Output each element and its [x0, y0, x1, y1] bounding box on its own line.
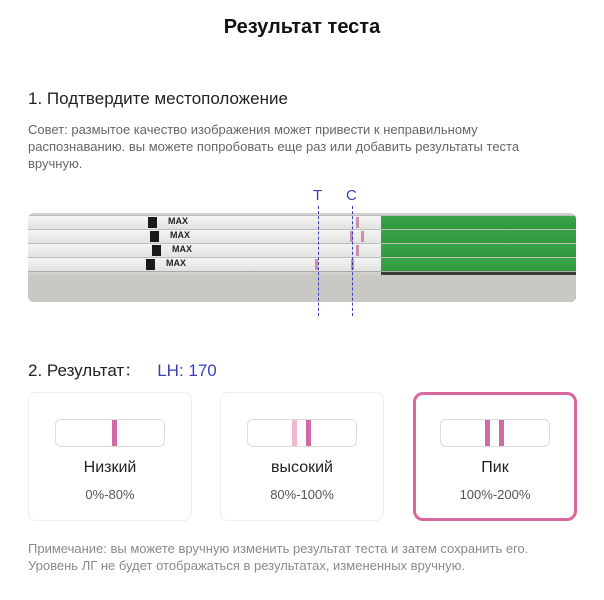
result-options	[28, 392, 576, 521]
strip-handle	[381, 258, 576, 271]
option-name: Низкий	[83, 459, 137, 476]
step2-label: 2. Результат：	[28, 361, 142, 380]
page-title: Результат теста	[223, 16, 381, 38]
option-name: высокий	[271, 459, 333, 476]
strip-max-label: MAX	[166, 258, 186, 268]
strip-icon	[440, 419, 550, 447]
strip-max-label: MAX	[168, 216, 188, 226]
strip-icon	[247, 419, 357, 447]
manual-edit-note: Примечание: вы можете вручную изменить результат теста и затем сохранить его. Уровень ЛГ не будет отображаться в результатах, измененных вручную.	[28, 541, 529, 573]
test-strip	[28, 215, 576, 230]
t-line-label: T	[313, 187, 323, 204]
strip-max-label: MAX	[170, 230, 190, 240]
t-line-marker[interactable]	[318, 206, 319, 316]
strip-handle	[381, 244, 576, 257]
control-line	[306, 420, 311, 446]
test-strip	[28, 243, 576, 258]
c-line-label: C	[346, 187, 357, 204]
strip-line	[356, 217, 359, 228]
step1-heading: 1. Подтвердите местоположение	[28, 89, 288, 108]
strip-icon	[55, 419, 165, 447]
test-strip	[28, 229, 576, 244]
strip-handle	[381, 216, 576, 229]
option-range: 80%-100%	[270, 487, 334, 502]
strip-handle	[381, 230, 576, 243]
option-name: Пик	[481, 459, 509, 476]
result-option-high[interactable]	[220, 392, 384, 521]
strip-mark	[146, 259, 155, 270]
strip-line	[356, 245, 359, 256]
test-line	[112, 420, 117, 446]
c-line-marker[interactable]	[352, 206, 353, 316]
option-range: 0%-80%	[85, 487, 135, 502]
test-strip	[28, 257, 576, 272]
strip-mark	[148, 217, 157, 228]
result-option-low[interactable]	[28, 392, 192, 521]
test-strip-photo	[28, 213, 576, 302]
strip-mark	[152, 245, 161, 256]
strip-mark	[150, 231, 159, 242]
strip-max-label: MAX	[172, 244, 192, 254]
option-range: 100%-200%	[459, 487, 531, 502]
strip-line	[361, 231, 364, 242]
lh-value: LH: 170	[157, 361, 217, 380]
step1-tip: Совет: размытое качество изображения может привести к неправильному распознаванию. вы можете попробовать еще раз или добавить результаты теста вручную.	[28, 122, 520, 171]
test-line	[292, 420, 297, 446]
result-option-peak[interactable]	[413, 392, 577, 521]
control-line	[499, 420, 504, 446]
photo-background	[28, 275, 576, 302]
test-line	[485, 420, 490, 446]
step2-heading	[28, 356, 217, 381]
